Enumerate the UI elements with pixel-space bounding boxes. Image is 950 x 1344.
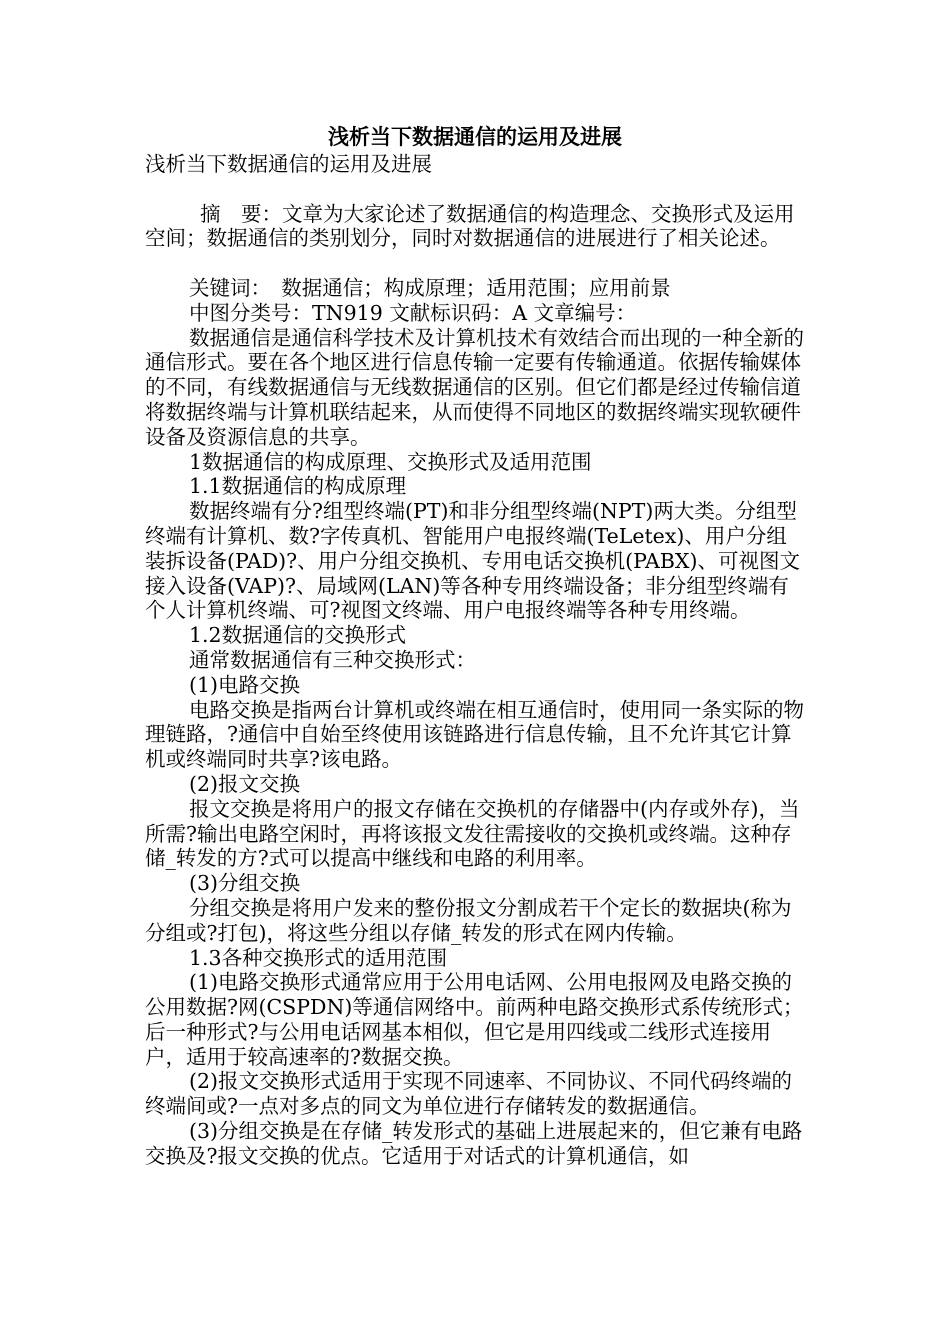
document-subtitle: 浅析当下数据通信的运用及进展 — [145, 152, 432, 176]
keywords-line: 关键词： 数据通信；构成原理；适用范围；应用前景 — [189, 275, 671, 300]
body-paragraph: (3)分组交换是在存储_转发形式的基础上进展起来的，但它兼有电路交换及?报文交换的优点。它适用于对话式的计算机通信，如 — [145, 1119, 803, 1168]
blank-line — [145, 251, 805, 276]
subsection-heading: 1.3各种交换形式的适用范围 — [189, 945, 448, 970]
list-heading: (2)报文交换 — [189, 771, 301, 796]
abstract-paragraph: 摘 要：文章为大家论述了数据通信的构造理念、交换形式及运用空间；数据通信的类别划分，同时对数据通信的进展进行了相关论述。 — [145, 201, 795, 251]
document-body — [145, 152, 805, 1169]
list-heading: (3)分组交换 — [189, 871, 301, 896]
subsection-heading: 1.1数据通信的构成原理 — [189, 474, 407, 499]
section-heading: 1数据通信的构成原理、交换形式及适用范围 — [189, 449, 592, 474]
subsection-heading: 1.2数据通信的交换形式 — [189, 623, 407, 648]
list-heading: (1)电路交换 — [189, 672, 301, 697]
body-paragraph: 数据终端有分?组型终端(PT)和非分组型终端(NPT)两大类。分组型终端有计算机、数?字传真机、智能用户电报终端(TeLetex)、用户分组装拆设备(PAD)?、用户分组交换机、专用电话交换机(PABX)、可视图文接入设备(VAP)?、局域网(LAN)等各种专用终端设备；非分组型终端有个人计算机终端、可?视图文终端、用户电报终端等各种专用终端。 — [145, 499, 801, 623]
body-paragraph: (1)电路交换形式通常应用于公用电话网、公用电报网及电路交换的公用数据?网(CSPDN)等通信网络中。前两种电路交换形式系传统形式；后一种形式?与公用电话网基本相似，但它是用四线或二线形式连接用户，适用于较高速率的?数据交换。 — [145, 970, 804, 1069]
body-paragraph: (2)报文交换形式适用于实现不同速率、不同协议、不同代码终端的终端间或?一点对多点的同文为单位进行存储转发的数据通信。 — [145, 1069, 793, 1119]
body-paragraph: 电路交换是指两台计算机或终端在相互通信时，使用同一条实际的物理链路，?通信中自始至终使用该链路进行信息传输，且不允许其它计算机或终端同时共享?该电路。 — [145, 697, 804, 772]
body-paragraph: 通常数据通信有三种交换形式： — [189, 647, 476, 672]
body-paragraph: 分组交换是将用户发来的整份报文分割成若干个定长的数据块(称为分组或?打包)，将这些分组以存储_转发的形式在网内传输。 — [145, 895, 792, 945]
classification-line: 中图分类号：TN919 文献标识码：A 文章编号： — [189, 300, 637, 325]
body-paragraph: 报文交换是将用户的报文存储在交换机的存储器中(内存或外存)，当所需?输出电路空闲时，再将该报文发往需接收的交换机或终端。这种存储_转发的方?式可以提高中继线和电路的利用率。 — [145, 796, 800, 871]
body-paragraph: 数据通信是通信科学技术及计算机技术有效结合而出现的一种全新的通信形式。要在各个地区进行信息传输一定要有传输通道。依据传输媒体的不同，有线数据通信与无线数据通信的区别。但它们都是经过传输信道将数据终端与计算机联结起来，从而使得不同地区的数据终端实现软硬件设备及资源信息的共享。 — [145, 325, 804, 449]
document-title: 浅析当下数据通信的运用及进展 — [328, 124, 622, 149]
